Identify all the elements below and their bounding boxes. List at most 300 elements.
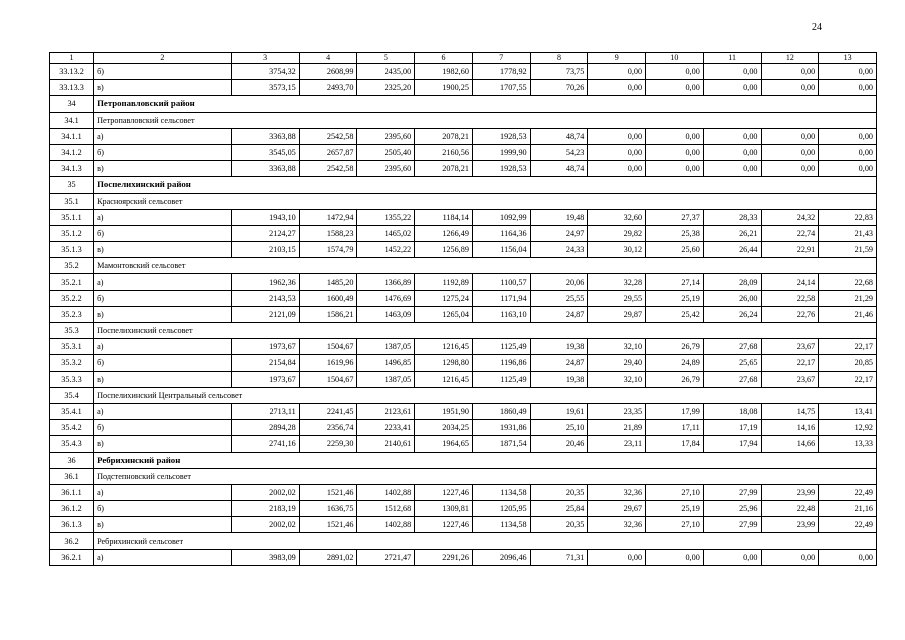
- row-code: 34.1.3: [50, 161, 94, 177]
- value-cell: 2435,00: [357, 64, 415, 80]
- value-cell: 1227,46: [415, 517, 473, 533]
- value-cell: 71,31: [530, 549, 588, 565]
- row-variant: в): [94, 306, 231, 322]
- row-code: 34: [50, 96, 94, 112]
- row-variant: б): [94, 355, 231, 371]
- row-variant: б): [94, 420, 231, 436]
- value-cell: 1309,81: [415, 501, 473, 517]
- value-cell: 28,33: [703, 209, 761, 225]
- value-cell: 22,83: [819, 209, 877, 225]
- value-cell: 0,00: [588, 128, 646, 144]
- row-code: 36.1.2: [50, 501, 94, 517]
- value-cell: 26,79: [646, 339, 704, 355]
- value-cell: 1092,99: [472, 209, 530, 225]
- value-cell: 29,40: [588, 355, 646, 371]
- council-name: Красноярский сельсовет: [94, 193, 877, 209]
- value-cell: 48,74: [530, 161, 588, 177]
- value-cell: 1964,65: [415, 436, 473, 452]
- value-cell: 21,43: [819, 225, 877, 241]
- value-cell: 24,87: [530, 355, 588, 371]
- column-number: 7: [472, 53, 530, 64]
- council-header-row: [50, 533, 877, 549]
- row-code: 35: [50, 177, 94, 193]
- value-cell: 0,00: [761, 144, 819, 160]
- row-variant: в): [94, 436, 231, 452]
- column-number: 2: [94, 53, 231, 64]
- value-cell: 1900,25: [415, 80, 473, 96]
- value-cell: 48,74: [530, 128, 588, 144]
- value-cell: 1600,49: [299, 290, 357, 306]
- value-cell: 0,00: [646, 549, 704, 565]
- value-cell: 0,00: [819, 64, 877, 80]
- council-name: Поспелихинский Центральный сельсовет: [94, 387, 877, 403]
- value-cell: 0,00: [761, 80, 819, 96]
- value-cell: 13,41: [819, 403, 877, 419]
- value-cell: 29,82: [588, 225, 646, 241]
- council-name: Ребрихинский сельсовет: [94, 533, 877, 549]
- table-row: [50, 339, 877, 355]
- value-cell: 23,99: [761, 484, 819, 500]
- council-header-row: [50, 387, 877, 403]
- value-cell: 24,14: [761, 274, 819, 290]
- row-code: 35.4.3: [50, 436, 94, 452]
- row-code: 35.3: [50, 323, 94, 339]
- value-cell: 25,65: [703, 355, 761, 371]
- value-cell: 2121,09: [231, 306, 299, 322]
- value-cell: 0,00: [703, 549, 761, 565]
- value-cell: 2154,84: [231, 355, 299, 371]
- row-code: 35.3.3: [50, 371, 94, 387]
- column-number: 13: [819, 53, 877, 64]
- value-cell: 0,00: [761, 128, 819, 144]
- value-cell: 1619,96: [299, 355, 357, 371]
- value-cell: 2741,16: [231, 436, 299, 452]
- value-cell: 1164,36: [472, 225, 530, 241]
- value-cell: 14,66: [761, 436, 819, 452]
- value-cell: 25,19: [646, 290, 704, 306]
- row-code: 33.13.2: [50, 64, 94, 80]
- value-cell: 21,59: [819, 242, 877, 258]
- value-cell: 2078,21: [415, 128, 473, 144]
- value-cell: 22,58: [761, 290, 819, 306]
- value-cell: 25,84: [530, 501, 588, 517]
- value-cell: 70,26: [530, 80, 588, 96]
- value-cell: 1521,46: [299, 484, 357, 500]
- value-cell: 1928,53: [472, 128, 530, 144]
- value-cell: 1125,49: [472, 339, 530, 355]
- value-cell: 24,97: [530, 225, 588, 241]
- value-cell: 0,00: [819, 80, 877, 96]
- value-cell: 1402,88: [357, 484, 415, 500]
- table-row: [50, 128, 877, 144]
- value-cell: 2183,19: [231, 501, 299, 517]
- value-cell: 13,33: [819, 436, 877, 452]
- value-cell: 25,55: [530, 290, 588, 306]
- value-cell: 1860,49: [472, 403, 530, 419]
- value-cell: 32,36: [588, 517, 646, 533]
- value-cell: 26,79: [646, 371, 704, 387]
- value-cell: 0,00: [819, 128, 877, 144]
- row-code: 34.1: [50, 112, 94, 128]
- value-cell: 24,32: [761, 209, 819, 225]
- table-row: [50, 274, 877, 290]
- value-cell: 1778,92: [472, 64, 530, 80]
- row-code: 35.2.1: [50, 274, 94, 290]
- value-cell: 1402,88: [357, 517, 415, 533]
- value-cell: 2143,53: [231, 290, 299, 306]
- row-code: 35.3.1: [50, 339, 94, 355]
- table-body: [50, 53, 877, 566]
- value-cell: 25,96: [703, 501, 761, 517]
- column-number: 3: [231, 53, 299, 64]
- value-cell: 2078,21: [415, 161, 473, 177]
- row-code: 36.2.1: [50, 549, 94, 565]
- value-cell: 1387,05: [357, 339, 415, 355]
- value-cell: 1636,75: [299, 501, 357, 517]
- council-header-row: [50, 323, 877, 339]
- value-cell: 28,09: [703, 274, 761, 290]
- table-row: [50, 484, 877, 500]
- value-cell: 0,00: [588, 144, 646, 160]
- column-number: 11: [703, 53, 761, 64]
- value-cell: 22,17: [819, 339, 877, 355]
- row-variant: в): [94, 371, 231, 387]
- value-cell: 1504,67: [299, 339, 357, 355]
- table-row: [50, 501, 877, 517]
- column-number: 4: [299, 53, 357, 64]
- table-row: [50, 420, 877, 436]
- value-cell: 22,49: [819, 517, 877, 533]
- value-cell: 12,92: [819, 420, 877, 436]
- value-cell: 22,68: [819, 274, 877, 290]
- value-cell: 1982,60: [415, 64, 473, 80]
- value-cell: 27,10: [646, 484, 704, 500]
- value-cell: 21,16: [819, 501, 877, 517]
- value-cell: 2291,26: [415, 549, 473, 565]
- value-cell: 2259,30: [299, 436, 357, 452]
- value-cell: 22,17: [761, 355, 819, 371]
- value-cell: 1931,86: [472, 420, 530, 436]
- value-cell: 1452,22: [357, 242, 415, 258]
- value-cell: 2325,20: [357, 80, 415, 96]
- row-variant: в): [94, 80, 231, 96]
- value-cell: 17,11: [646, 420, 704, 436]
- value-cell: 1962,36: [231, 274, 299, 290]
- value-cell: 1512,68: [357, 501, 415, 517]
- value-cell: 27,37: [646, 209, 704, 225]
- column-number-row: [50, 53, 877, 64]
- row-variant: в): [94, 517, 231, 533]
- table-row: [50, 64, 877, 80]
- row-code: 35.3.2: [50, 355, 94, 371]
- value-cell: 1465,02: [357, 225, 415, 241]
- value-cell: 1171,94: [472, 290, 530, 306]
- row-code: 35.2: [50, 258, 94, 274]
- value-cell: 22,76: [761, 306, 819, 322]
- table-row: [50, 161, 877, 177]
- district-name: Поспелихинский район: [94, 177, 877, 193]
- table-row: [50, 242, 877, 258]
- value-cell: 1574,79: [299, 242, 357, 258]
- row-code: 34.1.2: [50, 144, 94, 160]
- value-cell: 2096,46: [472, 549, 530, 565]
- value-cell: 27,68: [703, 339, 761, 355]
- value-cell: 1485,20: [299, 274, 357, 290]
- value-cell: 1196,86: [472, 355, 530, 371]
- value-cell: 0,00: [819, 549, 877, 565]
- value-cell: 25,10: [530, 420, 588, 436]
- value-cell: 23,99: [761, 517, 819, 533]
- value-cell: 3754,32: [231, 64, 299, 80]
- row-variant: а): [94, 484, 231, 500]
- row-code: 36: [50, 452, 94, 468]
- council-header-row: [50, 193, 877, 209]
- value-cell: 1387,05: [357, 371, 415, 387]
- value-cell: 0,00: [646, 161, 704, 177]
- value-cell: 21,89: [588, 420, 646, 436]
- table-row: [50, 80, 877, 96]
- table-row: [50, 436, 877, 452]
- value-cell: 2124,27: [231, 225, 299, 241]
- table-row: [50, 225, 877, 241]
- value-cell: 17,94: [703, 436, 761, 452]
- value-cell: 27,99: [703, 517, 761, 533]
- row-variant: а): [94, 274, 231, 290]
- row-code: 36.1: [50, 468, 94, 484]
- page-number: 24: [812, 22, 822, 33]
- council-header-row: [50, 112, 877, 128]
- table-row: [50, 517, 877, 533]
- value-cell: 1134,58: [472, 517, 530, 533]
- value-cell: 3983,09: [231, 549, 299, 565]
- value-cell: 3363,88: [231, 161, 299, 177]
- district-name: Ребрихинский район: [94, 452, 877, 468]
- district-header-row: [50, 96, 877, 112]
- council-header-row: [50, 468, 877, 484]
- value-cell: 2160,56: [415, 144, 473, 160]
- value-cell: 25,38: [646, 225, 704, 241]
- value-cell: 20,85: [819, 355, 877, 371]
- value-cell: 1192,89: [415, 274, 473, 290]
- row-code: 35.1.1: [50, 209, 94, 225]
- value-cell: 19,48: [530, 209, 588, 225]
- value-cell: 32,60: [588, 209, 646, 225]
- value-cell: 0,00: [646, 128, 704, 144]
- value-cell: 1871,54: [472, 436, 530, 452]
- value-cell: 0,00: [588, 549, 646, 565]
- value-cell: 0,00: [819, 161, 877, 177]
- value-cell: 1163,10: [472, 306, 530, 322]
- column-number: 8: [530, 53, 588, 64]
- value-cell: 32,36: [588, 484, 646, 500]
- value-cell: 2395,60: [357, 128, 415, 144]
- value-cell: 24,87: [530, 306, 588, 322]
- value-cell: 2505,40: [357, 144, 415, 160]
- value-cell: 27,99: [703, 484, 761, 500]
- value-cell: 1366,89: [357, 274, 415, 290]
- row-variant: б): [94, 225, 231, 241]
- row-variant: а): [94, 549, 231, 565]
- value-cell: 19,38: [530, 339, 588, 355]
- table-row: [50, 306, 877, 322]
- row-code: 35.2.2: [50, 290, 94, 306]
- value-cell: 1266,49: [415, 225, 473, 241]
- value-cell: 1216,45: [415, 371, 473, 387]
- value-cell: 2241,45: [299, 403, 357, 419]
- value-cell: 20,35: [530, 517, 588, 533]
- value-cell: 30,12: [588, 242, 646, 258]
- value-cell: 2493,70: [299, 80, 357, 96]
- value-cell: 3363,88: [231, 128, 299, 144]
- row-code: 33.13.3: [50, 80, 94, 96]
- value-cell: 32,28: [588, 274, 646, 290]
- district-header-row: [50, 177, 877, 193]
- row-code: 35.1.2: [50, 225, 94, 241]
- row-variant: в): [94, 242, 231, 258]
- value-cell: 2542,58: [299, 161, 357, 177]
- value-cell: 14,16: [761, 420, 819, 436]
- value-cell: 0,00: [703, 144, 761, 160]
- value-cell: 2002,02: [231, 484, 299, 500]
- value-cell: 25,60: [646, 242, 704, 258]
- value-cell: 2891,02: [299, 549, 357, 565]
- value-cell: 2894,28: [231, 420, 299, 436]
- value-cell: 1134,58: [472, 484, 530, 500]
- value-cell: 0,00: [703, 161, 761, 177]
- value-cell: 22,91: [761, 242, 819, 258]
- table-row: [50, 549, 877, 565]
- value-cell: 1521,46: [299, 517, 357, 533]
- value-cell: 1973,67: [231, 339, 299, 355]
- row-variant: б): [94, 64, 231, 80]
- district-header-row: [50, 452, 877, 468]
- table-row: [50, 144, 877, 160]
- value-cell: 17,19: [703, 420, 761, 436]
- value-cell: 14,75: [761, 403, 819, 419]
- value-cell: 0,00: [703, 64, 761, 80]
- table-row: [50, 290, 877, 306]
- row-variant: а): [94, 209, 231, 225]
- value-cell: 2103,15: [231, 242, 299, 258]
- value-cell: 1476,69: [357, 290, 415, 306]
- value-cell: 1184,14: [415, 209, 473, 225]
- row-variant: в): [94, 161, 231, 177]
- value-cell: 1275,24: [415, 290, 473, 306]
- value-cell: 29,55: [588, 290, 646, 306]
- value-cell: 32,10: [588, 371, 646, 387]
- table-row: [50, 403, 877, 419]
- value-cell: 2140,61: [357, 436, 415, 452]
- value-cell: 17,99: [646, 403, 704, 419]
- row-variant: б): [94, 290, 231, 306]
- row-variant: б): [94, 144, 231, 160]
- column-number: 12: [761, 53, 819, 64]
- value-cell: 1355,22: [357, 209, 415, 225]
- table-row: [50, 371, 877, 387]
- value-cell: 1256,89: [415, 242, 473, 258]
- value-cell: 0,00: [588, 161, 646, 177]
- value-cell: 20,35: [530, 484, 588, 500]
- value-cell: 0,00: [646, 144, 704, 160]
- row-code: 35.4: [50, 387, 94, 403]
- value-cell: 2721,47: [357, 549, 415, 565]
- row-code: 35.1: [50, 193, 94, 209]
- value-cell: 27,10: [646, 517, 704, 533]
- value-cell: 1504,67: [299, 371, 357, 387]
- row-code: 34.1.1: [50, 128, 94, 144]
- value-cell: 0,00: [819, 144, 877, 160]
- row-code: 35.1.3: [50, 242, 94, 258]
- value-cell: 1999,90: [472, 144, 530, 160]
- value-cell: 20,46: [530, 436, 588, 452]
- council-name: Петропавловский сельсовет: [94, 112, 877, 128]
- value-cell: 2123,61: [357, 403, 415, 419]
- value-cell: 1205,95: [472, 501, 530, 517]
- value-cell: 0,00: [588, 64, 646, 80]
- value-cell: 1216,45: [415, 339, 473, 355]
- value-cell: 2002,02: [231, 517, 299, 533]
- value-cell: 1156,04: [472, 242, 530, 258]
- value-cell: 19,61: [530, 403, 588, 419]
- column-number: 9: [588, 53, 646, 64]
- value-cell: 2395,60: [357, 161, 415, 177]
- value-cell: 22,74: [761, 225, 819, 241]
- value-cell: 54,23: [530, 144, 588, 160]
- tariff-table: [49, 52, 877, 566]
- value-cell: 21,29: [819, 290, 877, 306]
- value-cell: 18,08: [703, 403, 761, 419]
- value-cell: 27,68: [703, 371, 761, 387]
- value-cell: 2608,99: [299, 64, 357, 80]
- value-cell: 1943,10: [231, 209, 299, 225]
- value-cell: 20,06: [530, 274, 588, 290]
- value-cell: 0,00: [761, 161, 819, 177]
- value-cell: 27,14: [646, 274, 704, 290]
- value-cell: 1265,04: [415, 306, 473, 322]
- row-variant: а): [94, 339, 231, 355]
- value-cell: 1100,57: [472, 274, 530, 290]
- council-name: Мамонтовский сельсовет: [94, 258, 877, 274]
- value-cell: 2713,11: [231, 403, 299, 419]
- value-cell: 24,89: [646, 355, 704, 371]
- value-cell: 2657,87: [299, 144, 357, 160]
- row-code: 36.1.3: [50, 517, 94, 533]
- value-cell: 23,11: [588, 436, 646, 452]
- value-cell: 1227,46: [415, 484, 473, 500]
- value-cell: 25,42: [646, 306, 704, 322]
- value-cell: 22,17: [819, 371, 877, 387]
- value-cell: 1951,90: [415, 403, 473, 419]
- value-cell: 21,46: [819, 306, 877, 322]
- row-variant: а): [94, 403, 231, 419]
- column-number: 6: [415, 53, 473, 64]
- column-number: 10: [646, 53, 704, 64]
- value-cell: 17,84: [646, 436, 704, 452]
- value-cell: 0,00: [588, 80, 646, 96]
- value-cell: 22,49: [819, 484, 877, 500]
- value-cell: 25,19: [646, 501, 704, 517]
- value-cell: 0,00: [761, 549, 819, 565]
- value-cell: 24,33: [530, 242, 588, 258]
- column-number: 5: [357, 53, 415, 64]
- value-cell: 26,24: [703, 306, 761, 322]
- value-cell: 19,38: [530, 371, 588, 387]
- value-cell: 1472,94: [299, 209, 357, 225]
- value-cell: 2034,25: [415, 420, 473, 436]
- row-code: 36.2: [50, 533, 94, 549]
- value-cell: 3573,15: [231, 80, 299, 96]
- value-cell: 0,00: [703, 128, 761, 144]
